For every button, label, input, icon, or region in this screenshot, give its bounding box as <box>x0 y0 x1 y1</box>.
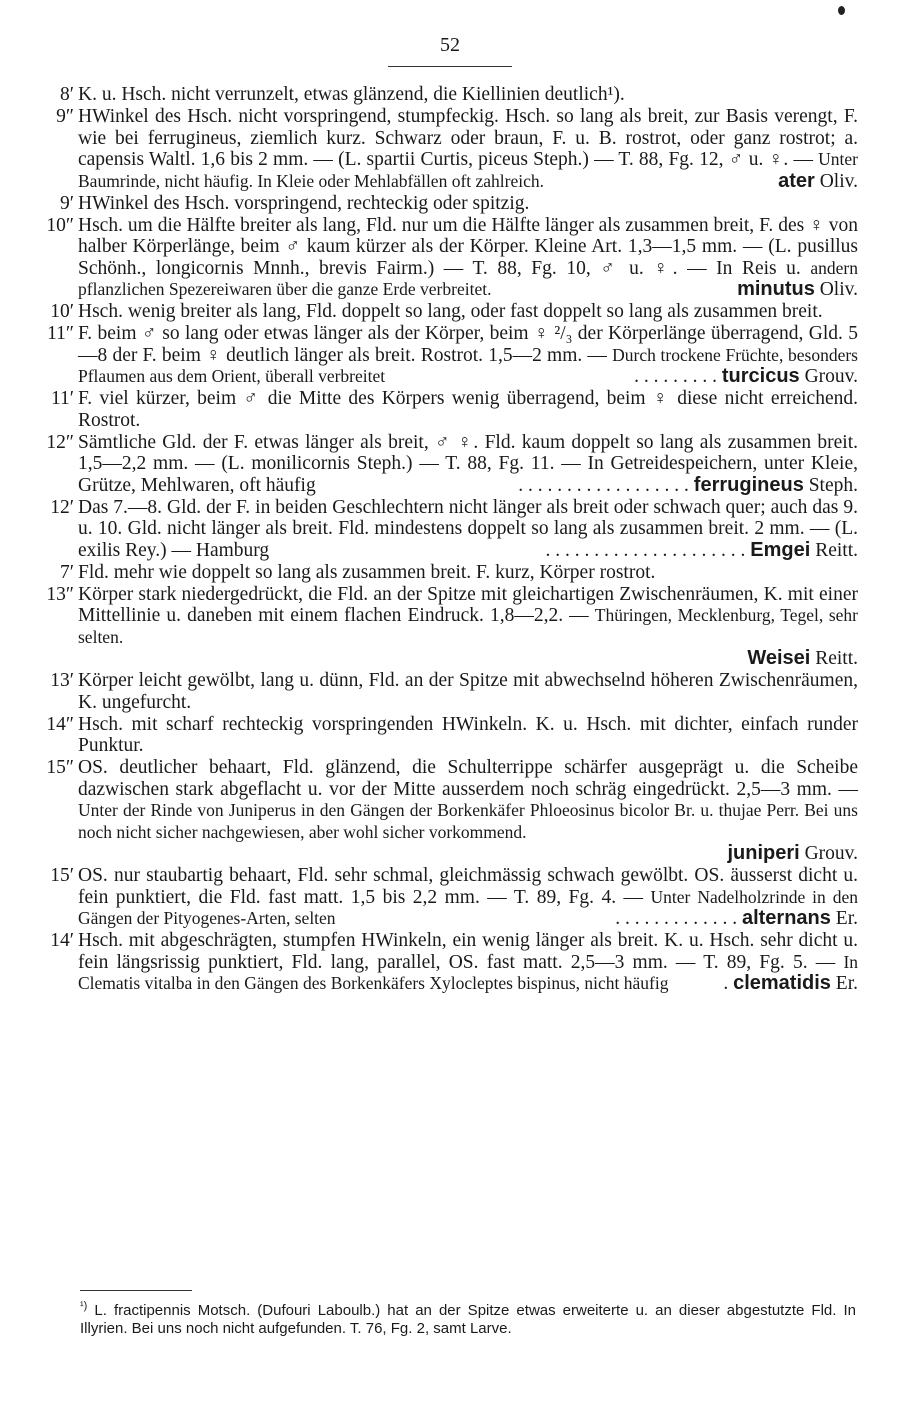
footnote-marker: ¹) <box>80 1300 88 1312</box>
page-number: 52 <box>440 34 460 56</box>
habitat-text: Durch trockene Früchte, besonders Pflaumen aus dem Orient, überall verbreitet <box>78 344 858 386</box>
entry-body <box>78 865 858 930</box>
key-entry <box>30 584 858 670</box>
key-entry <box>30 562 858 584</box>
couplet-number: 9′ <box>59 192 74 214</box>
species-author: Er. <box>835 973 858 994</box>
key-entry <box>30 432 858 497</box>
entry-text: HWinkel des Hsch. nicht vorspringend, stumpfeckig. Hsch. so lang als breit, zur Basis verengt, F. wie bei ferrugineus, ziemlich kurz. Schwarz oder braun, F. u. B. rostrot, oder ganz rostrot; a. capensis Waltl. 1,6 bis 2 mm. — (L. spartii Curtis, piceus Steph.) — T. 88, Fg. 12, ♂ u. ♀. — <box>78 106 858 170</box>
entry-text: Hsch. mit abgeschrägten, stumpfen HWinkeln, ein wenig länger als breit. K. u. Hsch. sehr dicht u. fein längsrissig punktiert, Fld. lang, parallel, OS. fast matt. 2,5—3 mm. — T. 89, Fg. 5. — <box>78 930 858 973</box>
entry-text: Körper stark niedergedrückt, die Fld. an der Spitze mit gleichartigen Zwischenräumen, K. mit einer Mittellinie u. daneben mit einem flachen Eindruck. 1,8—2,2. — <box>78 583 858 626</box>
species-author: Steph. <box>808 474 858 496</box>
species-name: minutus <box>737 278 815 300</box>
entry-text: Das 7.—8. Gld. der F. in beiden Geschlechtern nicht länger als breit oder schwach quer; auch das 9. u. 10. Gld. nicht länger als breit. Fld. mindestens doppelt so lang als zusammen breit. 2 mm. — (L. exilis Rey.) — Hamburg <box>78 496 858 561</box>
couplet-number: 14″ <box>46 713 74 735</box>
leader-dots: . . . . . . . . . <box>634 366 717 387</box>
key-entry <box>30 930 858 995</box>
couplet-number: 10″ <box>46 214 74 236</box>
key-entry <box>30 301 858 323</box>
species-name: Weisei <box>747 647 811 669</box>
habitat-text: andern pflanzlichen Spezereiwaren über die ganze Erde verbreitet. <box>78 257 858 299</box>
couplet-number: 11′ <box>50 388 74 409</box>
leader-dots: . <box>723 973 729 994</box>
key-entry <box>30 323 858 388</box>
couplet-number: 13′ <box>50 670 74 691</box>
entry-text: Hsch. um die Hälfte breiter als lang, Fld. nur um die Hälfte länger als zusammen breit, F. des ♀ von halber Körperlänge, beim ♂ kaum kürzer als der Körper. Kleine Art. 1,3—1,5 mm. — (L. pusillus Schönh., longicornis Mnnh., brevis Fairm.) — T. 88, Fg. 10, ♂ u. ♀. — In Reis u. <box>78 214 858 279</box>
entry-text: Fld. mehr wie doppelt so lang als zusammen breit. F. kurz, Körper rostrot. <box>78 561 656 583</box>
entry-text: F. viel kürzer, beim ♂ die Mitte des Körpers wenig überragend, beim ♀ diese nicht erreichend. Rostrot. <box>78 388 858 431</box>
species-name: clematidis <box>733 972 831 994</box>
key-entry <box>30 106 858 192</box>
species-author: Er. <box>835 908 858 929</box>
species-author: Grouv. <box>804 843 858 864</box>
species-name: alternans <box>741 907 831 929</box>
entry-text: K. u. Hsch. nicht verrunzelt, etwas glänzend, die Kiellinien deutlich¹). <box>78 84 625 105</box>
entry-body <box>78 497 858 562</box>
entry-text: Hsch. wenig breiter als lang, Fld. doppelt so lang, oder fast doppelt so lang als zusammen breit. <box>78 301 823 322</box>
species-label <box>778 171 858 193</box>
ink-dot <box>838 6 845 15</box>
couplet-number: 8′ <box>59 84 74 105</box>
species-label <box>615 908 858 930</box>
entry-text: OS. deutlicher behaart, Fld. glänzend, die Schulterrippe schärfer ausgeprägt u. die Scheibe dazwischen stark abgeflacht u. vor der Mitte ausserdem noch schräg eingedrückt. 2,5—3 mm. — <box>78 757 858 800</box>
species-name: ater <box>778 169 815 192</box>
habitat-text: Unter Baumrinde, nicht häufig. In Kleie oder Mehlabfällen oft zahlreich. <box>78 149 858 191</box>
entry-body <box>78 301 858 323</box>
species-label <box>78 843 858 865</box>
couplet-number: 14′ <box>50 930 74 951</box>
entry-body <box>78 670 858 713</box>
entry-body <box>78 193 858 215</box>
footnote-rule <box>80 1290 192 1291</box>
footnote <box>80 1297 856 1338</box>
entry-body <box>78 930 858 995</box>
page-number-rule <box>388 66 512 67</box>
couplet-number: 10′ <box>50 301 74 322</box>
species-label <box>634 366 858 388</box>
entry-text: Körper leicht gewölbt, lang u. dünn, Fld. an der Spitze mit abwechselnd höheren Zwischenräumen, K. ungefurcht. <box>78 670 858 713</box>
leader-dots: . . . . . . . . . . . . . <box>615 908 738 929</box>
habitat-text: Unter der Rinde von Juniperus in den Gängen der Borkenkäfer Phloeosinus bicolor Br. u. thujae Perr. Bei uns noch nicht sicher nachgewiesen, aber wohl sicher vorkommend. <box>78 800 858 842</box>
footnote-text: L. fractipennis Motsch. (Dufouri Laboulb.) hat an der Spitze etwas erweiterte u. an dieser abgestutzte Fld. In Illyrien. Bei uns noch nicht aufgefunden. T. 76, Fg. 2, samt Larve. <box>80 1302 856 1337</box>
entry-body <box>78 106 858 192</box>
entry-body <box>78 757 858 865</box>
couplet-number: 11″ <box>47 323 74 344</box>
couplet-number: 15″ <box>46 757 74 778</box>
entry-body <box>78 323 858 388</box>
key-entry <box>30 714 858 757</box>
entry-text: F. beim ♂ so lang oder etwas länger als der Körper, beim ♀ ²/₃ der Körperlänge überragend, Gld. 5—8 der F. beim ♀ deutlich länger als breit. Rostrot. 1,5—2 mm. — <box>78 323 858 366</box>
species-label <box>546 540 858 562</box>
habitat-text: Unter Nadelholzrinde in den Gängen der Pityogenes-Arten, selten <box>78 886 859 928</box>
entry-body <box>78 215 858 301</box>
species-name: juniperi <box>727 842 800 864</box>
entry-text: Sämtliche Gld. der F. etwas länger als breit, ♂ ♀. Fld. kaum doppelt so lang als zusammen breit. 1,5—2,2 mm. — (L. monilicornis Steph.) — T. 88, Fg. 11. — In Getreidespeichern, unter Kleie, Grütze, Mehlwaren, oft häufig <box>78 431 858 496</box>
species-name: ferrugineus <box>693 473 804 496</box>
species-label <box>518 475 858 497</box>
couplet-number: 12′ <box>50 496 74 518</box>
leader-dots: . . . . . . . . . . . . . . . . . . <box>518 474 689 496</box>
habitat-text: In Clematis vitalba in den Gängen des Borkenkäfers Xylocleptes bispinus, nicht häufig <box>78 951 859 993</box>
couplet-number: 12″ <box>46 431 74 453</box>
entry-body <box>78 432 858 497</box>
species-label <box>737 279 858 301</box>
key-entry <box>30 497 858 562</box>
species-author: Oliv. <box>819 279 858 300</box>
species-author: Grouv. <box>804 366 858 387</box>
key-entry <box>30 193 858 215</box>
key-entry <box>30 670 858 713</box>
entry-body <box>78 84 858 106</box>
couplet-number: 7′ <box>59 561 74 583</box>
entry-body <box>78 562 858 584</box>
couplet-number: 13″ <box>46 583 74 605</box>
species-author: Reitt. <box>815 648 858 669</box>
entry-body <box>78 388 858 431</box>
entry-text: Hsch. mit scharf rechteckig vorspringenden HWinkeln. K. u. Hsch. mit dichter, einfach runder Punktur. <box>78 713 858 756</box>
key-entry <box>30 84 858 106</box>
key-entry <box>30 388 858 431</box>
couplet-number: 15′ <box>50 865 74 886</box>
key-entry <box>30 757 858 865</box>
species-label <box>723 973 858 995</box>
species-author: Oliv. <box>819 170 858 192</box>
key-entry <box>30 215 858 301</box>
entry-text: HWinkel des Hsch. vorspringend, rechteckig oder spitzig. <box>78 192 530 214</box>
entry-text: OS. nur staubartig behaart, Fld. sehr schmal, gleichmässig schwach gewölbt. OS. äusserst dicht u. fein punktiert, die Fld. fast matt. 1,5 bis 2,2 mm. — T. 89, Fg. 4. — <box>78 865 858 908</box>
identification-key <box>30 84 858 995</box>
entry-body <box>78 714 858 757</box>
species-name: Emgei <box>750 538 811 561</box>
couplet-number: 9″ <box>56 106 74 127</box>
habitat-text: Thüringen, Mecklenburg, Tegel, sehr selten. <box>78 605 858 647</box>
entry-body <box>78 584 858 670</box>
key-entry <box>30 865 858 930</box>
leader-dots: . . . . . . . . . . . . . . . . . . . . . <box>545 539 746 561</box>
species-name: turcicus <box>721 365 800 387</box>
species-label <box>78 648 858 670</box>
species-author: Reitt. <box>815 539 858 561</box>
